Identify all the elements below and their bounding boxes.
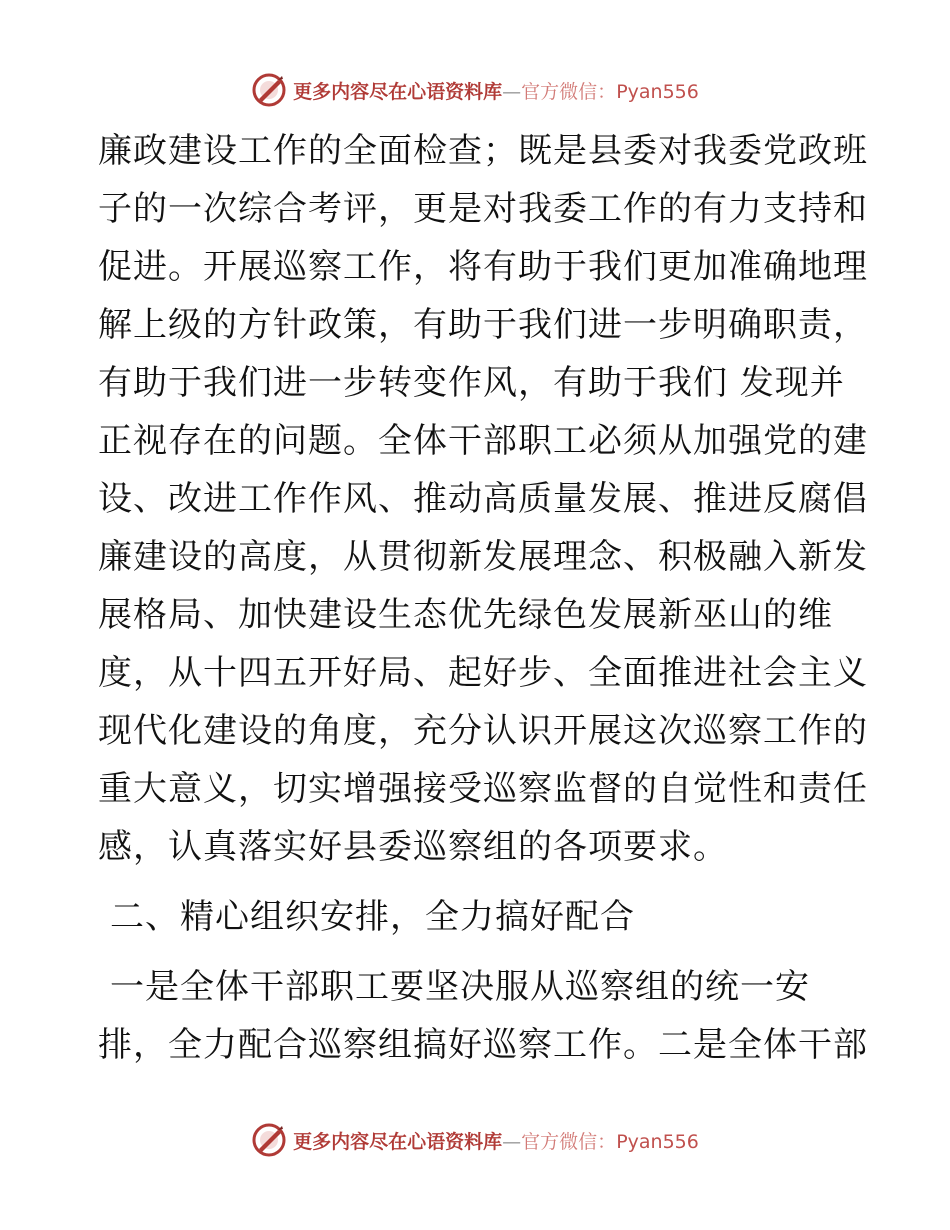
footer-watermark bbox=[0, 1120, 950, 1160]
text-line: 展格局、加快建设生态优先绿色发展新巫山的维 bbox=[98, 595, 833, 635]
watermark-brand: 更多内容尽在心语资料库 bbox=[293, 80, 503, 103]
text-line: 解上级的方针政策，有助于我们进一步明确职责， bbox=[98, 305, 868, 345]
text-line: 有助于我们进一步转变作风，有助于我们 发现并 bbox=[98, 363, 845, 403]
watermark-text bbox=[293, 77, 699, 104]
watermark-separator: — bbox=[502, 1130, 522, 1153]
text-line: 现代化建设的角度，充分认识开展这次巡察工作的 bbox=[98, 711, 868, 751]
watermark-text bbox=[293, 1127, 699, 1154]
watermark-separator: — bbox=[502, 80, 522, 103]
document-body bbox=[98, 122, 868, 1074]
text-line: 重大意义，切实增强接受巡察监督的自觉性和责任 bbox=[98, 769, 868, 809]
text-line: 一是全体干部职工要坚决服从巡察组的统一安 bbox=[110, 967, 810, 1007]
text-line: 廉政建设工作的全面检查；既是县委对我委党政班 bbox=[98, 131, 868, 171]
watermark-handle: Pyan556 bbox=[616, 80, 699, 103]
text-line: 排，全力配合巡察组搞好巡察工作。二是全体干部 bbox=[98, 1025, 868, 1065]
brand-logo-icon bbox=[251, 72, 287, 108]
text-line: 子的一次综合考评，更是对我委工作的有力支持和 bbox=[98, 189, 868, 229]
text-line: 廉建设的高度，从贯彻新发展理念、积极融入新发 bbox=[98, 537, 868, 577]
paragraph-2 bbox=[98, 958, 868, 1074]
watermark-brand: 更多内容尽在心语资料库 bbox=[293, 1130, 503, 1153]
brand-logo-icon bbox=[251, 1122, 287, 1158]
text-line: 正视存在的问题。全体干部职工必须从加强党的建 bbox=[98, 421, 868, 461]
paragraph-1 bbox=[98, 122, 868, 876]
text-line: 促进。开展巡察工作，将有助于我们更加准确地理 bbox=[98, 247, 868, 287]
watermark-handle: Pyan556 bbox=[616, 1130, 699, 1153]
text-line: 设、改进工作作风、推动高质量发展、推进反腐倡 bbox=[98, 479, 868, 519]
text-line: 度，从十四五开好局、起好步、全面推进社会主义 bbox=[98, 653, 868, 693]
header-watermark bbox=[0, 70, 950, 110]
text-line: 感，认真落实好县委巡察组的各项要求。 bbox=[98, 827, 728, 867]
watermark-contact-label: 官方微信： bbox=[521, 1130, 617, 1153]
section-heading: 二、精心组织安排，全力搞好配合 bbox=[110, 897, 635, 937]
watermark-contact-label: 官方微信： bbox=[521, 80, 617, 103]
